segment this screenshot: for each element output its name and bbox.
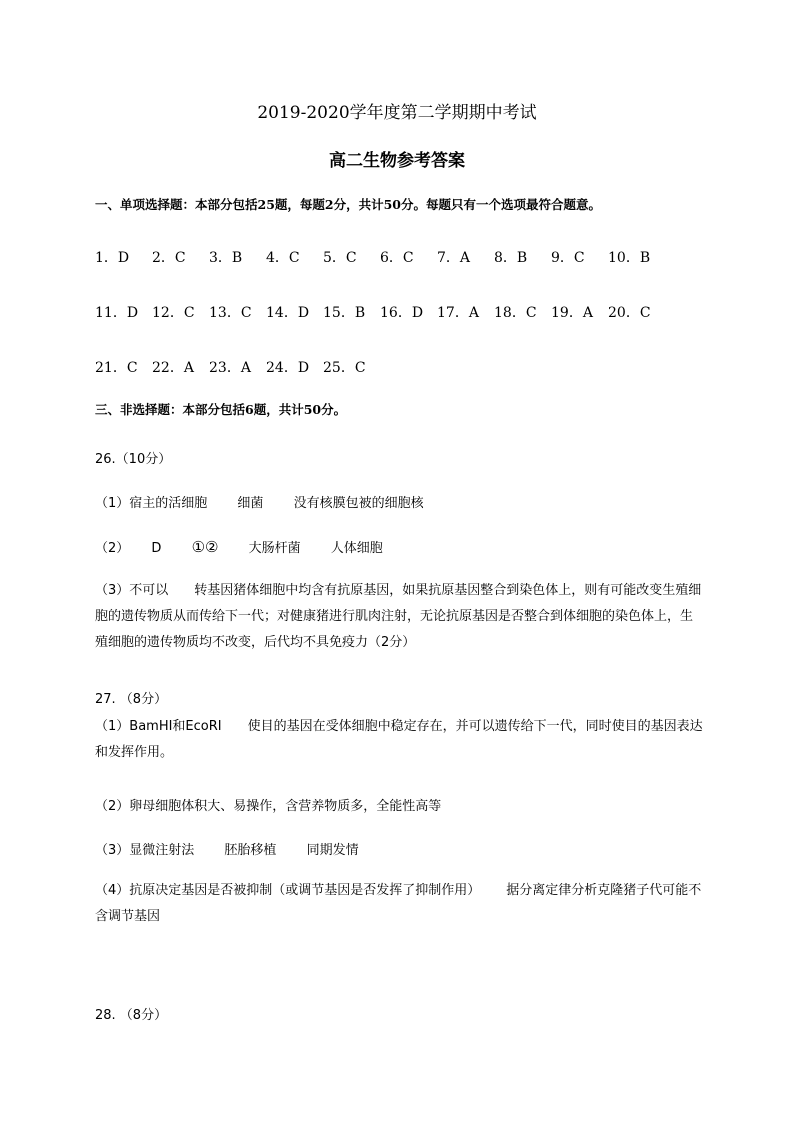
answer-part: （1）BamHⅠ和EcoRⅠ xyxy=(95,719,222,734)
answer-item: 23．A xyxy=(209,360,251,376)
answer-part: 没有核膜包被的细胞核 xyxy=(293,496,424,511)
exam-title: 2019-2020学年度第二学期期中考试 xyxy=(257,103,537,123)
answer-item: 19．A xyxy=(551,305,593,321)
answer-part: （3）不可以 xyxy=(95,583,169,598)
answer-item: 18．C xyxy=(494,305,537,321)
answer-part: ①② xyxy=(191,538,219,556)
section3-heading: 三、非选择题：本部分包括6题，共计50分。 xyxy=(95,402,347,417)
answer-item: 2．C xyxy=(152,250,186,266)
answer-part: 细菌 xyxy=(237,496,264,511)
answer-part: 人体细胞 xyxy=(330,541,383,556)
q26-answer-3 xyxy=(95,578,705,656)
answer-part: （1）宿主的活细胞 xyxy=(95,496,208,511)
answer-explanation: 使目的基因在受体细胞中稳定存在，并可以遗传给下一代，同时使目的基因表达和发挥作用。 xyxy=(95,719,703,760)
answer-row-1 xyxy=(95,247,715,267)
answer-part: 同期发情 xyxy=(306,843,359,858)
q27-answer-4 xyxy=(95,878,705,930)
answer-item: 6．C xyxy=(380,250,414,266)
q26-heading: 26.（10分） xyxy=(95,452,172,467)
answer-item: 4．C xyxy=(266,250,300,266)
q28-heading: 28. （8分） xyxy=(95,1008,168,1023)
answer-item: 21．C xyxy=(95,360,138,376)
q27-answer-2: （2）卵母细胞体积大、易操作，含营养物质多，全能性高等 xyxy=(95,799,442,814)
answer-explanation: 转基因猪体细胞中均含有抗原基因，如果抗原基因整合到染色体上，则有可能改变生殖细胞的遗传物质从而传给下一代；对健康猪进行肌肉注射，无论抗原基因是否整合到体细胞的染色体上，生殖细胞的遗传物质均不改变，后代均不具免疫力（2分） xyxy=(95,583,702,650)
answer-item: 25．C xyxy=(323,360,366,376)
answer-part: 胚胎移植 xyxy=(224,843,277,858)
answer-item: 7．A xyxy=(437,250,471,266)
answer-part: 大肠杆菌 xyxy=(248,541,301,556)
answer-item: 15．B xyxy=(323,305,366,321)
answer-item: 9．C xyxy=(551,250,585,266)
answer-part: D xyxy=(151,541,162,556)
answer-item: 10．B xyxy=(608,250,651,266)
answer-part: （2） xyxy=(95,541,130,556)
answer-item: 5．C xyxy=(323,250,357,266)
answer-item: 11．D xyxy=(95,305,139,321)
answer-row-2 xyxy=(95,302,715,322)
answer-row-3 xyxy=(95,357,715,377)
answer-part: （3）显微注射法 xyxy=(95,843,195,858)
answer-item: 1．D xyxy=(95,250,130,266)
answer-item: 24．D xyxy=(266,360,310,376)
q27-answer-1 xyxy=(95,714,705,766)
answer-item: 20．C xyxy=(608,305,651,321)
answer-item: 8．B xyxy=(494,250,528,266)
section1-heading: 一、单项选择题：本部分包括25题，每题2分，共计50分。每题只有一个选项最符合题意。 xyxy=(95,197,601,212)
answer-explanation: 据分离定律分析克隆猪子代可能不含调节基因 xyxy=(95,883,702,924)
q27-answer-3 xyxy=(95,839,705,858)
answer-key-title: 高二生物参考答案 xyxy=(329,151,465,171)
answer-item: 13．C xyxy=(209,305,252,321)
answer-part: （4）抗原决定基因是否被抑制（或调节基因是否发挥了抑制作用） xyxy=(95,883,481,898)
answer-item: 3．B xyxy=(209,250,243,266)
answer-item: 16．D xyxy=(380,305,424,321)
answer-item: 22．A xyxy=(152,360,194,376)
answer-item: 14．D xyxy=(266,305,310,321)
answer-item: 17．A xyxy=(437,305,479,321)
q26-answer-2 xyxy=(95,537,705,556)
answer-item: 12．C xyxy=(152,305,195,321)
q26-answer-1 xyxy=(95,492,705,511)
q27-heading: 27. （8分） xyxy=(95,692,168,707)
